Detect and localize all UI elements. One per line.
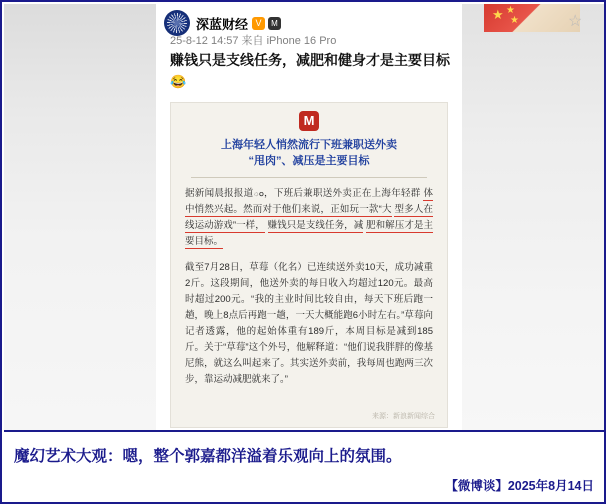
article-paragraph-2: 截至7月28日，草莓（化名）已连续送外卖10天，成功减重2斤。这段期间，他送外卖的每日收入均超过120元。最高时超过200元。“我的主业时间比较自由，每天下班后跑一趟，晚上8点后再跑一趟，一天大概能跑6小时左右。”草莓向记者透露，他的起始体重有189斤，本周目标是减到185斤。关于“草莓”这个外号，他解释道：“他们说我胖胖的像基尼熊，就这么叫起来了。其实送外卖前，我每周也跑两三次步，靠运动减肥就来了。” [185, 262, 433, 385]
embedded-article-image[interactable] [170, 102, 448, 428]
background-strip-right [462, 4, 604, 432]
article-title-line2: “甩肉”、减压是主要目标 [248, 155, 370, 167]
article-p1-e: 肥和解压才是主要目标。 [185, 220, 433, 247]
article-divider [191, 177, 427, 178]
background-strip-left [4, 4, 156, 432]
author-name[interactable]: 深蓝财经 [196, 16, 249, 32]
article-logo-icon: M [299, 111, 319, 131]
flag-star-icon: ★ [506, 5, 515, 16]
caption-credit: 【微博谈】2025年8月14日 [445, 479, 594, 493]
article-watermark: 来源：新浪新闻综合 [372, 413, 435, 420]
post-text-content: 赚钱只是支线任务，减肥和健身才是主要目标 [170, 52, 450, 68]
post-meta: 25-8-12 14:57 来自 iPhone 16 Pro [170, 35, 337, 47]
post-text-emoji: 😂 [170, 74, 187, 89]
article-p1-d: 赚钱只是支线任务，减 [267, 220, 364, 231]
caption-bar [4, 430, 604, 500]
article-title-line1: 上海年轻人悄然流行下班兼职送外卖 [221, 139, 397, 151]
post-text [170, 50, 450, 92]
weibo-post-card [4, 4, 604, 432]
member-badge-icon: M [268, 17, 281, 30]
article-body [171, 186, 447, 388]
flag-star-icon: ★ [492, 7, 504, 22]
article-p1-b: 体中悄然兴起。然而对于他们来说，正如玩一款“大 [185, 188, 433, 215]
article-paragraph-1 [185, 186, 433, 250]
favorite-star-icon[interactable]: ☆ [568, 13, 583, 30]
caption-text: 魔幻艺术大观：嗯，整个郭嘉都洋溢着乐观向上的氛围。 [14, 448, 402, 465]
flag-star-icon: ★ [510, 15, 519, 26]
article-p1-a: 据新闻晨报报道ం，下班后兼职送外卖正在上海年轻群 [185, 188, 421, 199]
article-p1-c: 型多人在线运动游戏”一样， [185, 204, 433, 231]
verified-badge-icon: V [252, 17, 265, 30]
